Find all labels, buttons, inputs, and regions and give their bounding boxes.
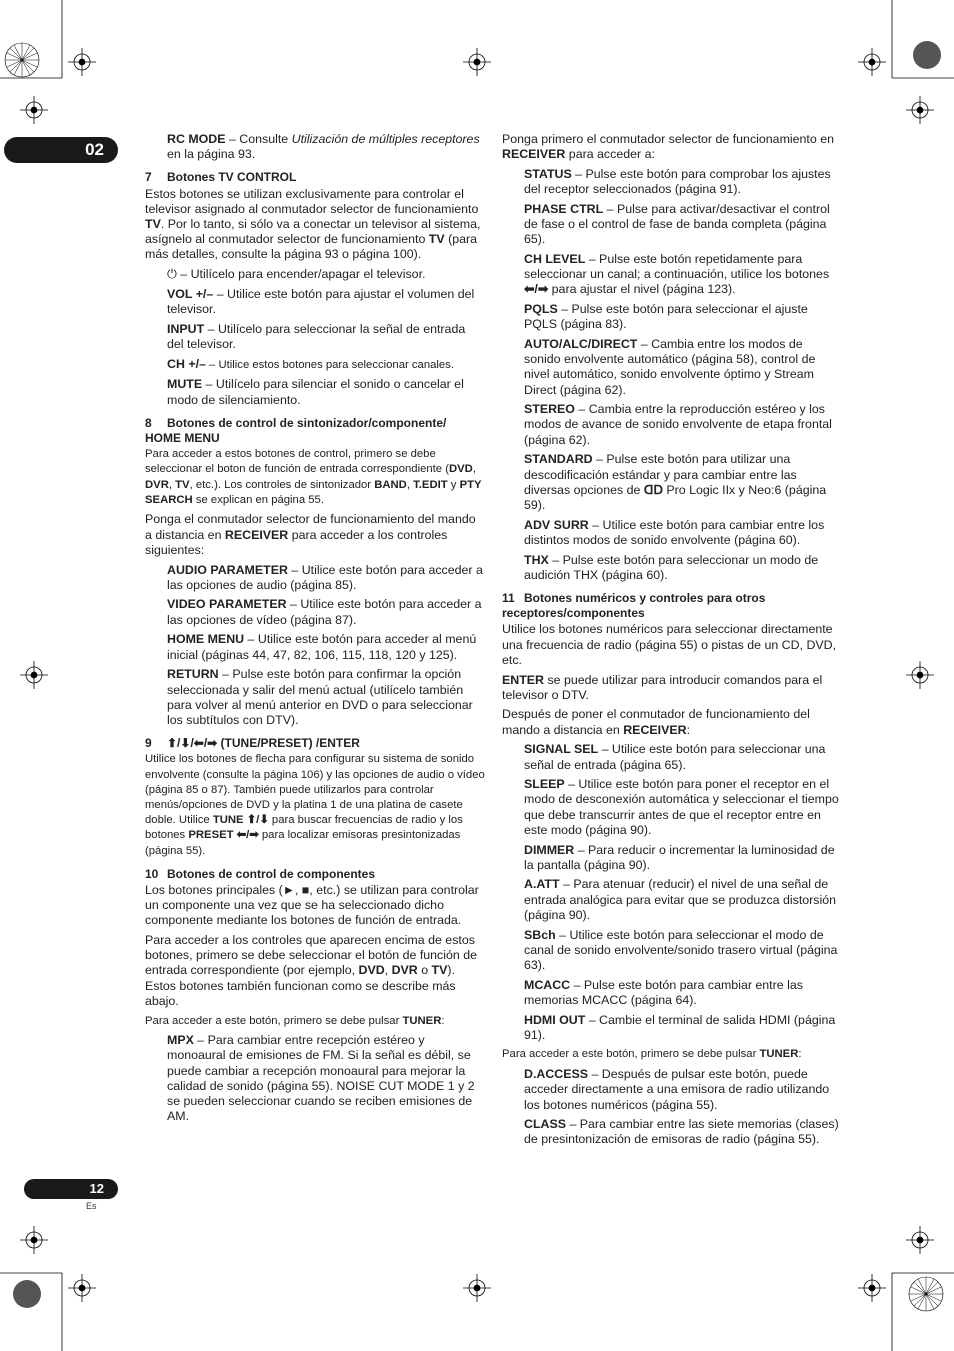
text: para acceder a: xyxy=(565,147,655,162)
text: . Por lo tanto, si sólo va a conectar un televisor al sistema, asígnelo al conmutador selector de funcionamiento xyxy=(145,217,481,247)
text: , xyxy=(472,463,476,476)
sbch-item xyxy=(524,928,842,974)
mcacc-item xyxy=(524,978,842,1008)
pqls-item xyxy=(524,302,842,332)
text: Ponga el conmutador selector de funcionamiento del mando a distancia en xyxy=(145,512,476,542)
section-heading-7 xyxy=(145,170,485,185)
item-text: – Para atenuar (reducir) el nivel de una señal de entrada analógica para evitar que se produzca distorsión (página 90). xyxy=(524,877,837,922)
item-label: INPUT xyxy=(167,321,205,336)
item-text: para ajustar el nivel (página 123). xyxy=(548,282,736,297)
arrow-buttons: ⬅/➡ xyxy=(524,282,549,297)
section-number: 7 xyxy=(145,170,152,185)
item-text: – Utilice este botón para ajustar el volumen del televisor. xyxy=(167,286,475,317)
item-text: – Utilice estos botones para seleccionar canales. xyxy=(205,358,454,371)
power-icon: ⏻ xyxy=(167,267,177,282)
button-name: RECEIVER xyxy=(502,147,566,162)
item-text: – Utilice este botón para acceder a las opciones de audio (página 85). xyxy=(167,562,483,592)
item-text: – Cambia entre la reproducción estéreo y los modos de avance de sonido envolvente de etapa frontal (página 62). xyxy=(524,402,832,447)
item-text: – Pulse para activar/desactivar el control de fase o el control de fase de banda completa (página 65). xyxy=(524,201,830,247)
section-title: Botones numéricos y controles para otros receptores/componentes xyxy=(502,590,766,621)
section-title: Botones de control de sintonizador/componente/ HOME MENU xyxy=(145,415,447,445)
item-text: – Utilice este botón para poner el receptor en el modo de desconexión automática y seleccionar el tiempo que debe transcurrir antes de que el receptor entre en este modo (página 90). xyxy=(524,777,839,837)
section-title: Botones TV CONTROL xyxy=(167,170,297,185)
chapter-tab xyxy=(4,137,118,163)
section-number: 11 xyxy=(502,590,515,605)
item-label: STATUS xyxy=(524,166,572,181)
stereo-item xyxy=(524,402,842,448)
mute-item xyxy=(167,377,485,407)
paragraph xyxy=(145,883,485,929)
text: o xyxy=(417,963,432,978)
item-label: ADV SURR xyxy=(524,517,589,532)
text: y xyxy=(447,478,460,491)
page-number: 12 xyxy=(89,1181,104,1196)
power-item xyxy=(167,267,485,282)
item-text: – Pulse este botón para cambiar entre las memorias MCACC (página 64). xyxy=(524,977,803,1007)
item-label: MCACC xyxy=(524,977,571,992)
paragraph xyxy=(502,132,842,162)
item-text: – Para cambiar entre recepción estéreo y monoaural de emisiones de FM. Si la señal es débil, se puede cambiar a recepción monoaural para mejorar la calidad de sonido (página 55). NOISE CUT MODE 1 y 2 se pueden seleccionar cuando se reciben emisiones de AM. xyxy=(167,1033,475,1124)
text: (para más detalles, consulte la página 93 o página 100). xyxy=(145,232,477,262)
rc-mode-item xyxy=(167,132,485,162)
item-label: SBch xyxy=(524,927,556,942)
text: para acceder a los controles siguientes: xyxy=(145,527,448,557)
paragraph xyxy=(145,752,485,858)
button-name: TUNER xyxy=(759,1048,799,1061)
paragraph xyxy=(145,512,485,558)
item-label: CH LEVEL xyxy=(524,251,586,266)
item-text: – Después de pulsar este botón, puede acceder directamente a una emisora de radio utilizando los botones numéricos (página 55). xyxy=(524,1067,830,1112)
button-name: PTY SEARCH xyxy=(145,478,482,506)
paragraph xyxy=(502,673,842,703)
item-text: – Utilícelo para silenciar el sonido o cancelar el modo de silenciamiento. xyxy=(167,377,464,407)
section-number: 10 xyxy=(145,866,159,881)
text: Después de poner el conmutador de funcionamiento del mando a distancia en xyxy=(502,707,810,737)
text: , etc.). Los controles de sintonizador xyxy=(189,478,375,491)
ch-item xyxy=(167,357,485,373)
vol-item xyxy=(167,287,485,317)
a-att-item xyxy=(524,877,842,923)
button-name: RECEIVER xyxy=(224,527,289,542)
item-text: – Utilice este botón para acceder al menú inicial (páginas 44, 47, 82, 106, 115, 118, 120 y 125). xyxy=(167,632,477,662)
item-label: MUTE xyxy=(167,377,203,392)
section-title: ⬆/⬇/⬅/➡ (TUNE/PRESET) /ENTER xyxy=(167,736,360,751)
button-name: DVR xyxy=(391,963,418,978)
video-parameter-item xyxy=(167,597,485,627)
text: para localizar emisoras presintonizadas (página 55). xyxy=(145,829,461,857)
class-item xyxy=(524,1117,842,1147)
item-label: SIGNAL SEL xyxy=(524,742,599,757)
button-name: TUNER xyxy=(402,1014,442,1027)
d-access-item xyxy=(524,1067,842,1113)
item-label: DIMMER xyxy=(524,842,575,857)
paragraph xyxy=(502,1047,842,1062)
paragraph xyxy=(145,933,485,1009)
paragraph xyxy=(145,187,485,263)
chapter-number: 02 xyxy=(85,140,104,159)
signal-sel-item xyxy=(524,742,842,772)
item-text: en la página 93. xyxy=(167,147,256,162)
left-column xyxy=(145,132,485,1129)
button-name: T.EDIT xyxy=(413,478,448,491)
text: Utilice los botones numéricos para seleccionar directamente una frecuencia de radio (página 55) o pistas de un CD, DVD, etc. xyxy=(502,622,837,667)
status-item xyxy=(524,167,842,197)
text: para buscar frecuencias de radio y los botones xyxy=(145,814,463,842)
paragraph xyxy=(502,622,842,668)
paragraph xyxy=(145,447,485,508)
item-label: PHASE CTRL xyxy=(524,201,604,216)
button-name: ENTER xyxy=(502,672,544,687)
text: : xyxy=(441,1014,445,1027)
item-label: D.ACCESS xyxy=(524,1067,589,1082)
item-label: THX xyxy=(524,552,549,567)
hdmi-out-item xyxy=(524,1013,842,1043)
item-text: – Utilice este botón para seleccionar una señal de entrada (página 65). xyxy=(524,742,826,772)
item-text: – Pulse este botón para seleccionar el ajuste PQLS (página 83). xyxy=(524,302,808,332)
item-text: – Consulte xyxy=(225,132,292,146)
item-text: – Utilícelo para seleccionar la señal de entrada del televisor. xyxy=(167,321,466,351)
item-text: – Para reducir o incrementar la luminosidad de la pantalla (página 90). xyxy=(524,842,835,872)
item-label: CLASS xyxy=(524,1117,566,1132)
item-text: – Para cambiar entre las siete memorias (clases) de presintonización de emisoras de radio (página 55). xyxy=(524,1117,839,1147)
text: se puede utilizar para introducir comandos para el televisor o DTV. xyxy=(502,672,823,702)
item-label: PQLS xyxy=(524,302,558,317)
cross-reference: Utilización de múltiples receptores xyxy=(291,132,480,146)
item-label: VOL +/– xyxy=(167,286,214,301)
thx-item xyxy=(524,553,842,583)
text: , xyxy=(406,478,414,491)
language-code: Es xyxy=(86,1201,97,1211)
text: Estos botones se utilizan exclusivamente para controlar el televisor asignado al conmutador selector de funcionamiento xyxy=(145,186,479,216)
dimmer-item xyxy=(524,843,842,873)
text: Para acceder a este botón, primero se debe pulsar xyxy=(145,1014,403,1027)
item-label: AUTO/ALC/DIRECT xyxy=(524,336,638,351)
button-name: TUNE ⬆/⬇ xyxy=(212,814,269,827)
section-title: Botones de control de componentes xyxy=(167,866,376,881)
text: , xyxy=(168,478,176,491)
section-heading-11 xyxy=(502,591,842,621)
button-name: TV xyxy=(431,963,448,978)
button-name: TV xyxy=(428,232,445,247)
text: Ponga primero el conmutador selector de funcionamiento en xyxy=(502,132,834,146)
item-text: – Utilice este botón para cambiar entre los distintos modos de sonido envolvente (página 60). xyxy=(524,517,825,547)
button-name: DVD xyxy=(358,963,385,978)
text: Para acceder a este botón, primero se debe pulsar xyxy=(502,1048,760,1061)
right-column xyxy=(502,132,842,1152)
sleep-item xyxy=(524,777,842,838)
button-name: TV xyxy=(175,478,190,491)
standard-item xyxy=(524,452,842,513)
text: : xyxy=(686,722,691,737)
text: Para acceder a los controles que aparecen encima de estos botones, primero se debe seleccionar el botón de función de entrada correspondiente (por ejemplo, xyxy=(145,933,478,978)
button-name: RECEIVER xyxy=(623,722,687,737)
item-text: – Pulse este botón para confirmar la opción seleccionada y salir del menú actual (utilícelo también para volver al menú anterior en DVD o para seleccionar los subtítulos con DTV). xyxy=(167,667,473,727)
dolby-icon: ᗡᗞ xyxy=(643,482,663,497)
item-text: – Cambia entre los modos de sonido envolvente automático (página 58), control de nivel automático, sonido envolvente óptimo y Stream Direct (página 62). xyxy=(524,336,816,397)
text: Utilice los botones de flecha para configurar su sistema de sonido envolvente (consulte la página 106) y las opciones de audio o vídeo (página 85 o 87). También puede utilizarlos para controlar menús/opciones de DVD y la platina 1 de una platina de casete doble. Utilice xyxy=(145,753,485,827)
adv-surr-item xyxy=(524,518,842,548)
section-heading-9 xyxy=(145,736,485,751)
button-name: DVD xyxy=(448,463,473,476)
home-menu-item xyxy=(167,632,485,662)
item-text: – Pulse este botón repetidamente para seleccionar un canal; a continuación, utilice los botones xyxy=(524,251,830,282)
section-heading-8 xyxy=(145,416,485,446)
paragraph xyxy=(502,707,842,737)
input-item xyxy=(167,322,485,352)
page-number-tab xyxy=(24,1179,118,1199)
paragraph xyxy=(145,1014,485,1029)
ch-level-item xyxy=(524,252,842,298)
item-label: RETURN xyxy=(167,667,219,682)
text: , xyxy=(384,963,392,978)
item-label: HDMI OUT xyxy=(524,1012,586,1027)
text: Los botones principales (►, ■, etc.) se utilizan para controlar un componente una vez que se ha seleccionado dicho componente mediante los botones de función de entrada. xyxy=(145,882,479,928)
item-label: SLEEP xyxy=(524,777,565,792)
text: Para acceder a estos botones de control, primero se debe seleccionar el boton de función de entrada correspondiente ( xyxy=(145,448,449,476)
item-label: A.ATT xyxy=(524,877,560,892)
text: ). Estos botones también funcionan como se describe más abajo. xyxy=(145,963,456,1008)
button-name: DVR xyxy=(145,478,169,491)
item-text: – Cambie el terminal de salida HDMI (página 91). xyxy=(524,1012,836,1042)
audio-parameter-item xyxy=(167,563,485,593)
item-label: VIDEO PARAMETER xyxy=(167,597,287,612)
item-text: Pro Logic IIx y Neo:6 (página 59). xyxy=(524,482,827,512)
section-number: 9 xyxy=(145,736,152,751)
item-text: – Utilice este botón para seleccionar el modo de canal de sonido envolvente/sonido trasero virtual (página 63). xyxy=(524,927,838,972)
return-item xyxy=(167,667,485,728)
item-text: – Utilícelo para encender/apagar el televisor. xyxy=(176,267,426,282)
auto-alc-direct-item xyxy=(524,337,842,398)
item-label: CH +/– xyxy=(167,356,206,371)
button-name: PRESET ⬅/➡ xyxy=(188,829,259,842)
item-text: – Pulse este botón para comprobar los ajustes del receptor seleccionados (página 91). xyxy=(524,166,831,197)
item-text: – Pulse este botón para seleccionar un modo de audición THX (página 60). xyxy=(524,552,819,582)
mpx-item xyxy=(167,1033,485,1124)
item-label: AUDIO PARAMETER xyxy=(167,562,288,577)
item-label: RC MODE xyxy=(167,132,226,146)
item-text: – Pulse este botón para utilizar una descodificación estándar y para cambiar entre las diversas opciones de xyxy=(524,452,797,497)
item-label: STANDARD xyxy=(524,452,593,467)
text: se explican en página 55. xyxy=(192,493,324,506)
item-label: STEREO xyxy=(524,402,575,417)
phase-ctrl-item xyxy=(524,202,842,248)
section-heading-10 xyxy=(145,867,485,882)
button-name: TV xyxy=(145,217,161,232)
item-text: – Utilice este botón para acceder a las opciones de vídeo (página 87). xyxy=(167,597,482,627)
button-name: BAND xyxy=(374,478,407,491)
item-label: MPX xyxy=(167,1033,194,1048)
item-label: HOME MENU xyxy=(167,632,245,647)
text: : xyxy=(798,1048,802,1061)
section-number: 8 xyxy=(145,415,152,430)
